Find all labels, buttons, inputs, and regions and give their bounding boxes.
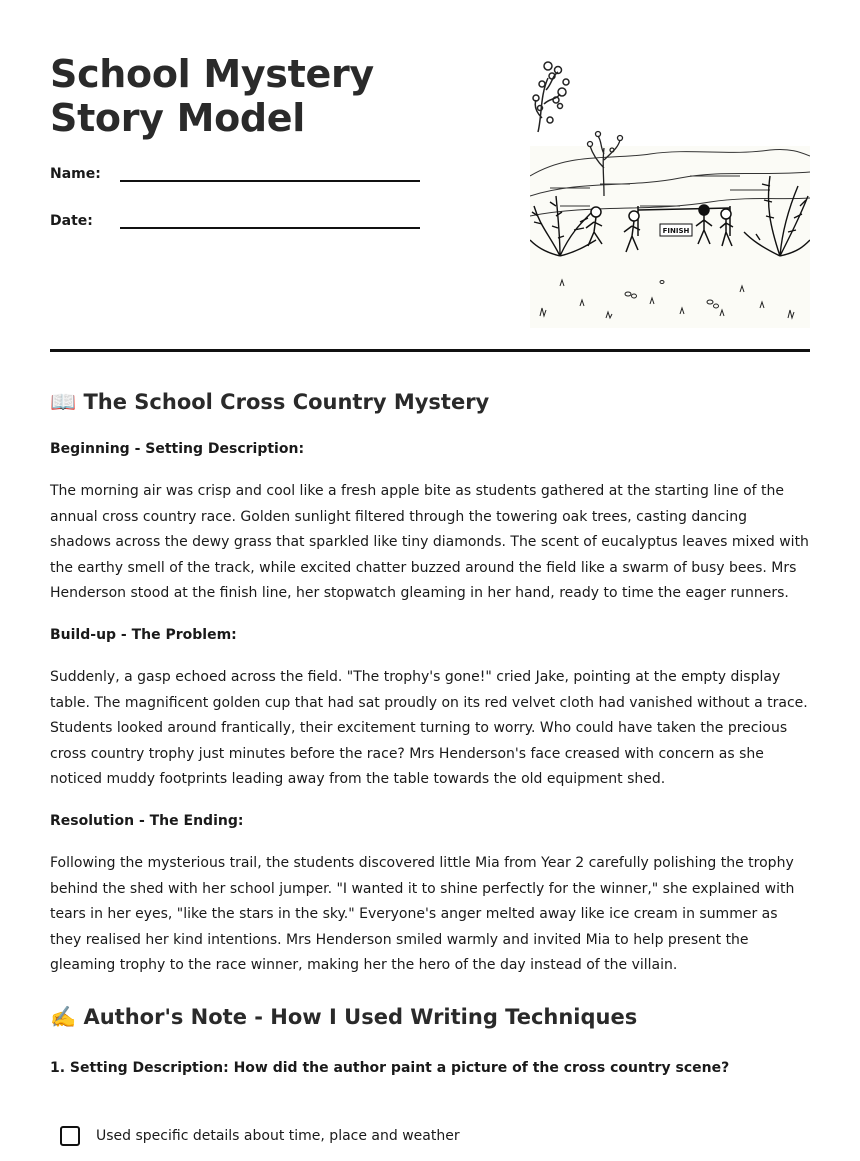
name-field [50, 166, 101, 182]
blossom-branch [533, 62, 569, 132]
question-1: 1. Setting Description: How did the author paint a picture of the cross country scene? [50, 1060, 730, 1076]
section-text-buildup: Suddenly, a gasp echoed across the field. "The trophy's gone!" cried Jake, pointing at the empty display table. The magnificent golden cup that had sat proudly on its red velvet cloth had vanished without a trace. Students looked around frantically, their excitement turning to worry. Who could have taken the precious cross country trophy just minutes before the race? Mrs Henderson's face creased with concern as she noticed muddy footprints leading away from the table towards the old equipment shed. [50, 669, 808, 787]
finish-banner [660, 224, 692, 236]
date-input-line[interactable] [120, 227, 420, 229]
book-icon: 📖 [50, 390, 77, 414]
svg-text:FINISH: FINISH [662, 227, 690, 235]
writing-hand-icon: ✍️ [50, 1005, 77, 1029]
name-label: Name: [50, 166, 101, 182]
story-heading-text: The School Cross Country Mystery [83, 390, 490, 414]
section-label-buildup: Build-up - The Problem: [50, 627, 237, 643]
author-note-heading [50, 1005, 637, 1030]
section-text-resolution: Following the mysterious trail, the students discovered little Mia from Year 2 carefully polishing the trophy behind the shed with her school jumper. "I wanted it to shine perfectly for the winner," she explained with tears in her eyes, "like the stars in the sky." Everyone's anger melted away like ice cream in summer as they realised her kind intentions. Mrs Henderson smiled warmly and invited Mia to help present the gleaming trophy to the race winner, making her the hero of the day instead of the villain. [50, 855, 795, 973]
name-input-line[interactable] [120, 180, 420, 182]
page-title: School Mystery Story Model [50, 52, 374, 140]
story-heading [50, 390, 489, 415]
author-note-heading-text: Author's Note - How I Used Writing Techniques [83, 1005, 638, 1029]
header-divider [50, 349, 810, 352]
date-label: Date: [50, 213, 93, 229]
section-label-beginning: Beginning - Setting Description: [50, 441, 305, 457]
section-label-resolution: Resolution - The Ending: [50, 813, 244, 829]
section-text-beginning: The morning air was crisp and cool like a fresh apple bite as students gathered at the starting line of the annual cross country race. Golden sunlight filtered through the towering oak trees, casting dancing shadows across the dewy grass that sparkled like tiny diamonds. The scent of eucalyptus leaves mixed with the earthy smell of the track, while excited chatter buzzed around the field like a swarm of busy bees. Mrs Henderson stood at the finish line, her stopwatch gleaming in her hand, ready to time the eager runners. [50, 483, 809, 601]
checklist-item-label: Used specific details about time, place and weather [96, 1128, 460, 1144]
checklist-item[interactable] [60, 1126, 460, 1146]
date-field [50, 213, 93, 229]
checkbox[interactable] [60, 1126, 80, 1146]
cross-country-illustration [530, 56, 810, 328]
